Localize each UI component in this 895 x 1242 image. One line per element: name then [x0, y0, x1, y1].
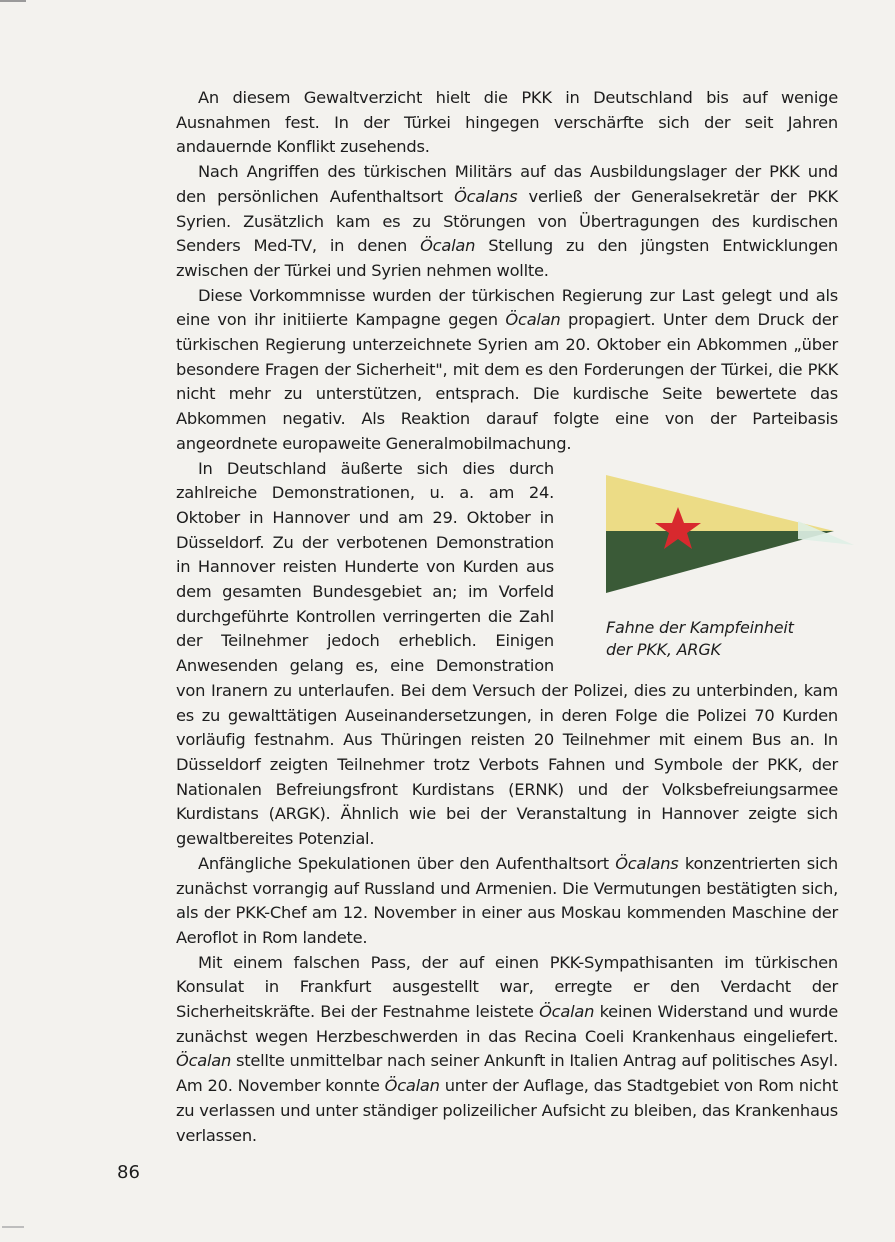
paragraph-6: Mit einem falschen Pass, der auf einen PKK-Sympathisanten im türkischen Konsulat in Frankfurt ausgestellt war, erregte er den Verdacht der Sicherheitskräfte. Bei der Festnahme leistete Öcalan keinen Widerstand und wurde zunächst wegen Herzbeschwerden in das Recina Coeli Krankenhaus eingeliefert. Öcalan stellte unmittelbar nach seiner Ankunft in Italien Antrag auf politisches Asyl. Am 20. November konnte Öcalan unter der Auflage, das Stadtgebiet von Rom nicht zu verlassen und unter ständiger polizeilicher Aufsicht zu bleiben, das Krankenhaus verlassen.	[176, 952, 838, 1145]
scan-corner-mark	[0, 0, 26, 8]
scan-corner-mark-bottom	[2, 1226, 24, 1228]
flag-figure	[576, 461, 838, 661]
paragraph-1: An diesem Gewaltverzicht hielt die PKK in Deutschland bis auf wenige Ausnahmen fest. In der Türkei hingegen verschärfte sich der seit Jahren andauernde Konflikt zusehends.	[176, 88, 838, 157]
argk-flag-image	[576, 461, 838, 609]
page-number: 86	[117, 1162, 140, 1183]
flag-green-band	[606, 531, 834, 593]
body-text	[176, 86, 838, 1148]
paragraph-3: Diese Vorkommnisse wurden der türkischen Regierung zur Last gelegt und als eine von ihr initiierte Kampagne gegen Öcalan propagiert. Unter dem Druck der türkischen Regierung unterzeichnete Syrien am 20. Oktober ein Abkommen „über besondere Fragen der Sicherheit", mit dem es den Forderungen der Türkei, die PKK nicht mehr zu unterstützen, entsprach. Die kurdische Seite bewertete das Abkommen negativ. Als Reaktion darauf folgte eine von der Parteibasis angeordnete europaweite Generalmobilmachung.	[176, 285, 838, 453]
figure-caption: Fahne der Kampfeinheit der PKK, ARGK	[606, 617, 794, 659]
flag-graphic	[598, 461, 860, 609]
paragraph-2: Nach Angriffen des türkischen Militärs auf das Ausbildungslager der PKK und den persönlichen Aufenthaltsort Öcalans verließ der Generalsekretär der PKK Syrien. Zusätzlich kam es zu Störungen von Übertragungen des kurdischen Senders Med-TV, in denen Öcalan Stellung zu den jüngsten Entwicklungen zwischen der Türkei und Syrien nehmen wollte.	[176, 162, 838, 280]
paragraph-5: Anfängliche Spekulationen über den Aufenthaltsort Öcalans konzentrierten sich zunächst vorrangig auf Russland und Armenien. Die Vermutungen bestätigten sich, als der PKK-Chef am 12. November in einer aus Moskau kommenden Maschine der Aeroflot in Rom landete.	[176, 853, 839, 947]
paragraph-4: Fahne der Kampfeinheit der PKK, ARGK In Deutschland äußerte sich dies durch zahlreiche Demonstrationen, u. a. am 24. Oktober in Hannover und am 29. Oktober in Düsseldorf. Zu der verbotenen Demonstration in Hannover reisten Hunderte von Kurden aus dem gesamten Bundesgebiet an; im Vorfeld durchgeführte Kontrollen verringerten die Zahl der Teilnehmer jedoch erheblich. Einigen Anwesenden gelang es, eine Demonstration von Iranern zu unterlaufen. Bei dem Versuch der Polizei, dies zu unterbinden, kam es zu gewalttätigen Auseinandersetzungen, in deren Folge die Polizei 70 Kurden vorläufig festnahm. Aus Thüringen reisten 20 Teilnehmer mit einem Bus an. In Düsseldorf zeigten Teilnehmer trotz Verbots Fahnen und Symbole der PKK, der Nationalen Befreiungsfront Kurdistans (ERNK) und der Volksbefreiungsarmee Kurdistans (ARGK). Ähnlich wie bei der Veranstaltung in Hannover zeigte sich gewaltbereites Potenzial.	[176, 457, 838, 852]
